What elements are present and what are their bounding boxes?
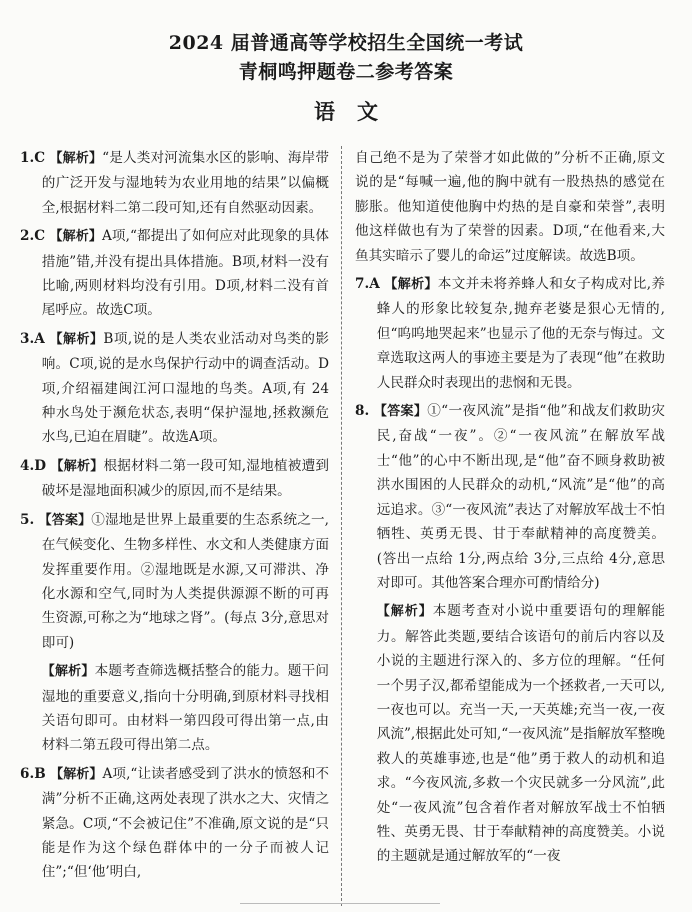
analysis-tag: 【解析】	[41, 664, 95, 680]
answer-number: 4.D	[20, 457, 46, 474]
answer-number: 6.B	[20, 765, 46, 782]
column-divider	[341, 146, 342, 906]
answer-text: 本文并未将养蜂人和女子构成对比,养蜂人的形象比较复杂,抛弃老婆是狠心无情的,但“呜呜地哭起来”也显示了他的无奈与悔过。文章选取这两人的事迹主要是为了表现“他”在救助人民群众时表现出的悲悯和无畏。	[376, 276, 665, 391]
analysis-q5	[20, 659, 329, 758]
subject-title: 语文	[314, 99, 400, 124]
answer-number: 5.	[20, 511, 35, 528]
answer-item-q6	[20, 762, 329, 885]
answer-number: 3.A	[20, 330, 45, 347]
answer-tag: 【解析】	[50, 766, 103, 782]
answer-text: B项,说的是人类农业活动对鸟类的影响。C项,说的是水鸟保护行动中的调查活动。D项,介绍福建闽江河口湿地的鸟类。A项,有 24 种水鸟处于濒危状态,表明“保护湿地,拯救濒危水鸟,已迫在眉睫”。故选A项。	[41, 330, 330, 446]
answer-item-q4	[20, 454, 329, 504]
analysis-q8	[355, 599, 665, 868]
page-footer-rule	[240, 903, 440, 910]
analysis-text: 本题考查对小说中重要语句的理解能力。解答此类题,要结合该语句的前后内容以及小说的主题进行深入的、多方位的理解。“任何一个男子汉,都希望能成为一个拯救者,一天可以,一夜也可以。充当一天,一天英雄;充当一夜,一夜风流”,根据此处可知,“一夜风流”是指解放军整晚救人的英雄事迹,也是“他”勇于救人的动机和追求。“今夜风流,多救一个灾民就多一分风流”,此处“一夜风流”包含着作者对解放军战士不怕牺牲、英勇无畏、甘于奉献精神的高度赞美。小说的主题就是通过解放军的“一夜	[376, 603, 665, 865]
answer-tag: 【解析】	[49, 331, 104, 347]
answer-item-q5	[20, 508, 329, 655]
analysis-tag: 【解析】	[376, 604, 433, 620]
answer-item-q8	[355, 399, 665, 595]
answer-number: 8.	[355, 403, 370, 420]
answer-item-q3	[20, 327, 329, 450]
answer-number: 2.C	[20, 228, 46, 245]
answer-item-q7	[355, 272, 665, 395]
answer-item-q1	[20, 146, 329, 220]
answer-tag: 【解析】	[384, 277, 438, 293]
answer-tag: 【解析】	[49, 229, 102, 245]
answer-tag: 【答案】	[373, 404, 428, 420]
answer-item-q2	[20, 224, 329, 323]
left-column	[20, 146, 329, 889]
analysis-text: 本题考查筛选概括整合的能力。题干问湿地的重要意义,指向十分明确,到原材料寻找相关语句即可。由材料一第四段可得出第一点,由材料二第五段可得出第二点。	[41, 663, 329, 754]
answer-tag: 【解析】	[50, 458, 104, 474]
answer-number: 1.C	[20, 150, 46, 166]
answer-text: A项,“让读者感受到了洪水的愤怒和不满”分析不正确,这两处表现了洪水之大、灾情之紧急。C项,“不会被记住”不准确,原文说的是“只能是作为这个绿色群体中的一分子而被人记住”;“但‘他’明白,	[41, 765, 329, 881]
exam-title: 2024 届普通高等学校招生全国统一考试	[168, 32, 524, 54]
answer-text: ①“一夜风流”是指“他”和战友们救助灾民,奋战“一夜”。②“一夜风流”在解放军战士“他”的心中不断出现,是“他”奋不顾身救助被洪水围困的人民群众的动机,“风流”是“他”的高远追求。③“一夜风流”表达了对解放军战士不怕牺牲、英勇无畏、甘于奉献精神的高度赞美。(答出一点给 1分,两点给 3分,三点给 4分,意思对即可。其他答案合理亦可酌情给分)	[376, 403, 665, 591]
answer-number: 7.A	[355, 276, 380, 293]
answer-text: “是人类对河流集水区的影响、海岸带的广泛开发与湿地转为农业用地的结果”以偏概全,根据材料二第二段可知,还有自然驱动因素。	[41, 150, 329, 216]
answer-text: ①湿地是世界上最重要的生态系统之一,在气候变化、生物多样性、水文和人类健康方面发挥重要作用。②湿地既是水源,又可滞洪、净化水源和空气,同时为人类提供源源不断的可再生资源,可称之为“地球之肾”。(每点 3分,意思对即可)	[41, 511, 329, 651]
answer-text: 自己绝不是为了荣誉才如此做的”分析不正确,原文说的是“每喊一遍,他的胸中就有一股热热的感觉在膨胀。他知道使他胸中灼热的是自豪和荣誉”,表明他这样做也有为了荣誉的因素。D项,“在他看来,大鱼其实暗示了婴儿的命运”过度解读。故选B项。	[355, 150, 665, 264]
answer-text: A项,“都提出了如何应对此现象的具体措施”错,并没有提出具体措施。B项,材料一没有比喻,两则材料均没有引用。D项,材料二没有首尾呼应。故选C项。	[41, 228, 329, 319]
answer-item-q6cont	[355, 146, 665, 268]
answer-tag: 【解析】	[49, 151, 103, 166]
answer-text: 根据材料二第一段可知,湿地植被遭到破坏是湿地面积减少的原因,而不是结果。	[41, 457, 329, 500]
right-column	[355, 146, 665, 873]
answer-tag: 【答案】	[38, 512, 92, 528]
answer-key-title: 青桐鸣押题卷二参考答案	[238, 61, 454, 83]
